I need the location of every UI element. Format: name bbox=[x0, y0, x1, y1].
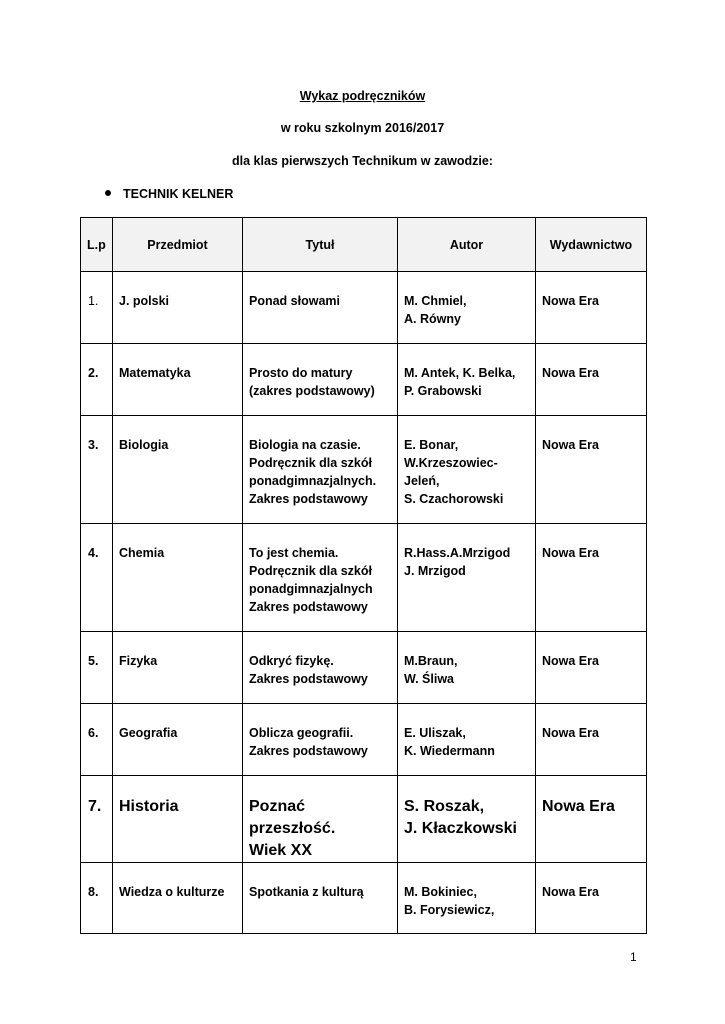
table-row bbox=[81, 416, 647, 524]
row-title: Ponad słowami bbox=[243, 272, 398, 344]
row-subject: Wiedza o kulturze bbox=[113, 863, 243, 934]
row-author: S. Roszak, J. Kłaczkowski bbox=[398, 776, 536, 863]
row-publisher: Nowa Era bbox=[536, 632, 647, 704]
class-line: dla klas pierwszych Technikum w zawodzie: bbox=[232, 154, 493, 168]
row-title: Odkryć fizykę. Zakres podstawowy bbox=[243, 632, 398, 704]
document-title: Wykaz podręczników bbox=[299, 89, 426, 103]
header-author: Autor bbox=[398, 218, 536, 272]
school-year-line: w roku szkolnym 2016/2017 bbox=[280, 121, 445, 135]
row-lp: 4. bbox=[81, 524, 113, 632]
row-author: E. Bonar, W.Krzeszowiec- Jeleń, S. Czachorowski bbox=[398, 416, 536, 524]
row-title: Biologia na czasie. Podręcznik dla szkół ponadgimnazjalnych. Zakres podstawowy bbox=[243, 416, 398, 524]
header-publisher: Wydawnictwo bbox=[536, 218, 647, 272]
row-lp: 2. bbox=[81, 344, 113, 416]
row-author: E. Uliszak, K. Wiedermann bbox=[398, 704, 536, 776]
row-publisher: Nowa Era bbox=[536, 416, 647, 524]
row-author: M.Braun, W. Śliwa bbox=[398, 632, 536, 704]
row-author: M. Antek, K. Belka, P. Grabowski bbox=[398, 344, 536, 416]
row-author: M. Bokiniec, B. Forysiewicz, bbox=[398, 863, 536, 934]
row-subject: Chemia bbox=[113, 524, 243, 632]
header-subject: Przedmiot bbox=[113, 218, 243, 272]
row-subject: Fizyka bbox=[113, 632, 243, 704]
table-row bbox=[81, 776, 647, 863]
table-header-row bbox=[81, 218, 647, 272]
header-title: Tytuł bbox=[243, 218, 398, 272]
row-title: To jest chemia. Podręcznik dla szkół ponadgimnazjalnych Zakres podstawowy bbox=[243, 524, 398, 632]
header-lp: L.p bbox=[81, 218, 113, 272]
bullet-icon bbox=[105, 190, 111, 196]
row-subject: Matematyka bbox=[113, 344, 243, 416]
profession-label: TECHNIK KELNER bbox=[123, 187, 234, 201]
page-number: 1 bbox=[630, 950, 637, 964]
row-title: Oblicza geografii. Zakres podstawowy bbox=[243, 704, 398, 776]
row-title: Prosto do matury (zakres podstawowy) bbox=[243, 344, 398, 416]
profession-bullet bbox=[105, 187, 233, 201]
row-publisher: Nowa Era bbox=[536, 272, 647, 344]
row-title: Spotkania z kulturą bbox=[243, 863, 398, 934]
row-lp: 7. bbox=[81, 776, 113, 863]
table-row bbox=[81, 524, 647, 632]
row-lp: 3. bbox=[81, 416, 113, 524]
table-row bbox=[81, 272, 647, 344]
row-publisher: Nowa Era bbox=[536, 524, 647, 632]
row-title: Poznać przeszłość. Wiek XX bbox=[243, 776, 398, 863]
row-lp: 8. bbox=[81, 863, 113, 934]
row-lp: 1. bbox=[81, 272, 113, 344]
row-publisher: Nowa Era bbox=[536, 863, 647, 934]
table-row bbox=[81, 344, 647, 416]
row-author: R.Hass.A.Mrzigod J. Mrzigod bbox=[398, 524, 536, 632]
row-publisher: Nowa Era bbox=[536, 776, 647, 863]
row-subject: Historia bbox=[113, 776, 243, 863]
row-lp: 5. bbox=[81, 632, 113, 704]
row-lp: 6. bbox=[81, 704, 113, 776]
row-subject: J. polski bbox=[113, 272, 243, 344]
row-subject: Biologia bbox=[113, 416, 243, 524]
row-publisher: Nowa Era bbox=[536, 704, 647, 776]
table-row bbox=[81, 863, 647, 934]
row-subject: Geografia bbox=[113, 704, 243, 776]
row-publisher: Nowa Era bbox=[536, 344, 647, 416]
row-author: M. Chmiel, A. Równy bbox=[398, 272, 536, 344]
table-row bbox=[81, 632, 647, 704]
table-row bbox=[81, 704, 647, 776]
textbook-table bbox=[80, 217, 647, 934]
